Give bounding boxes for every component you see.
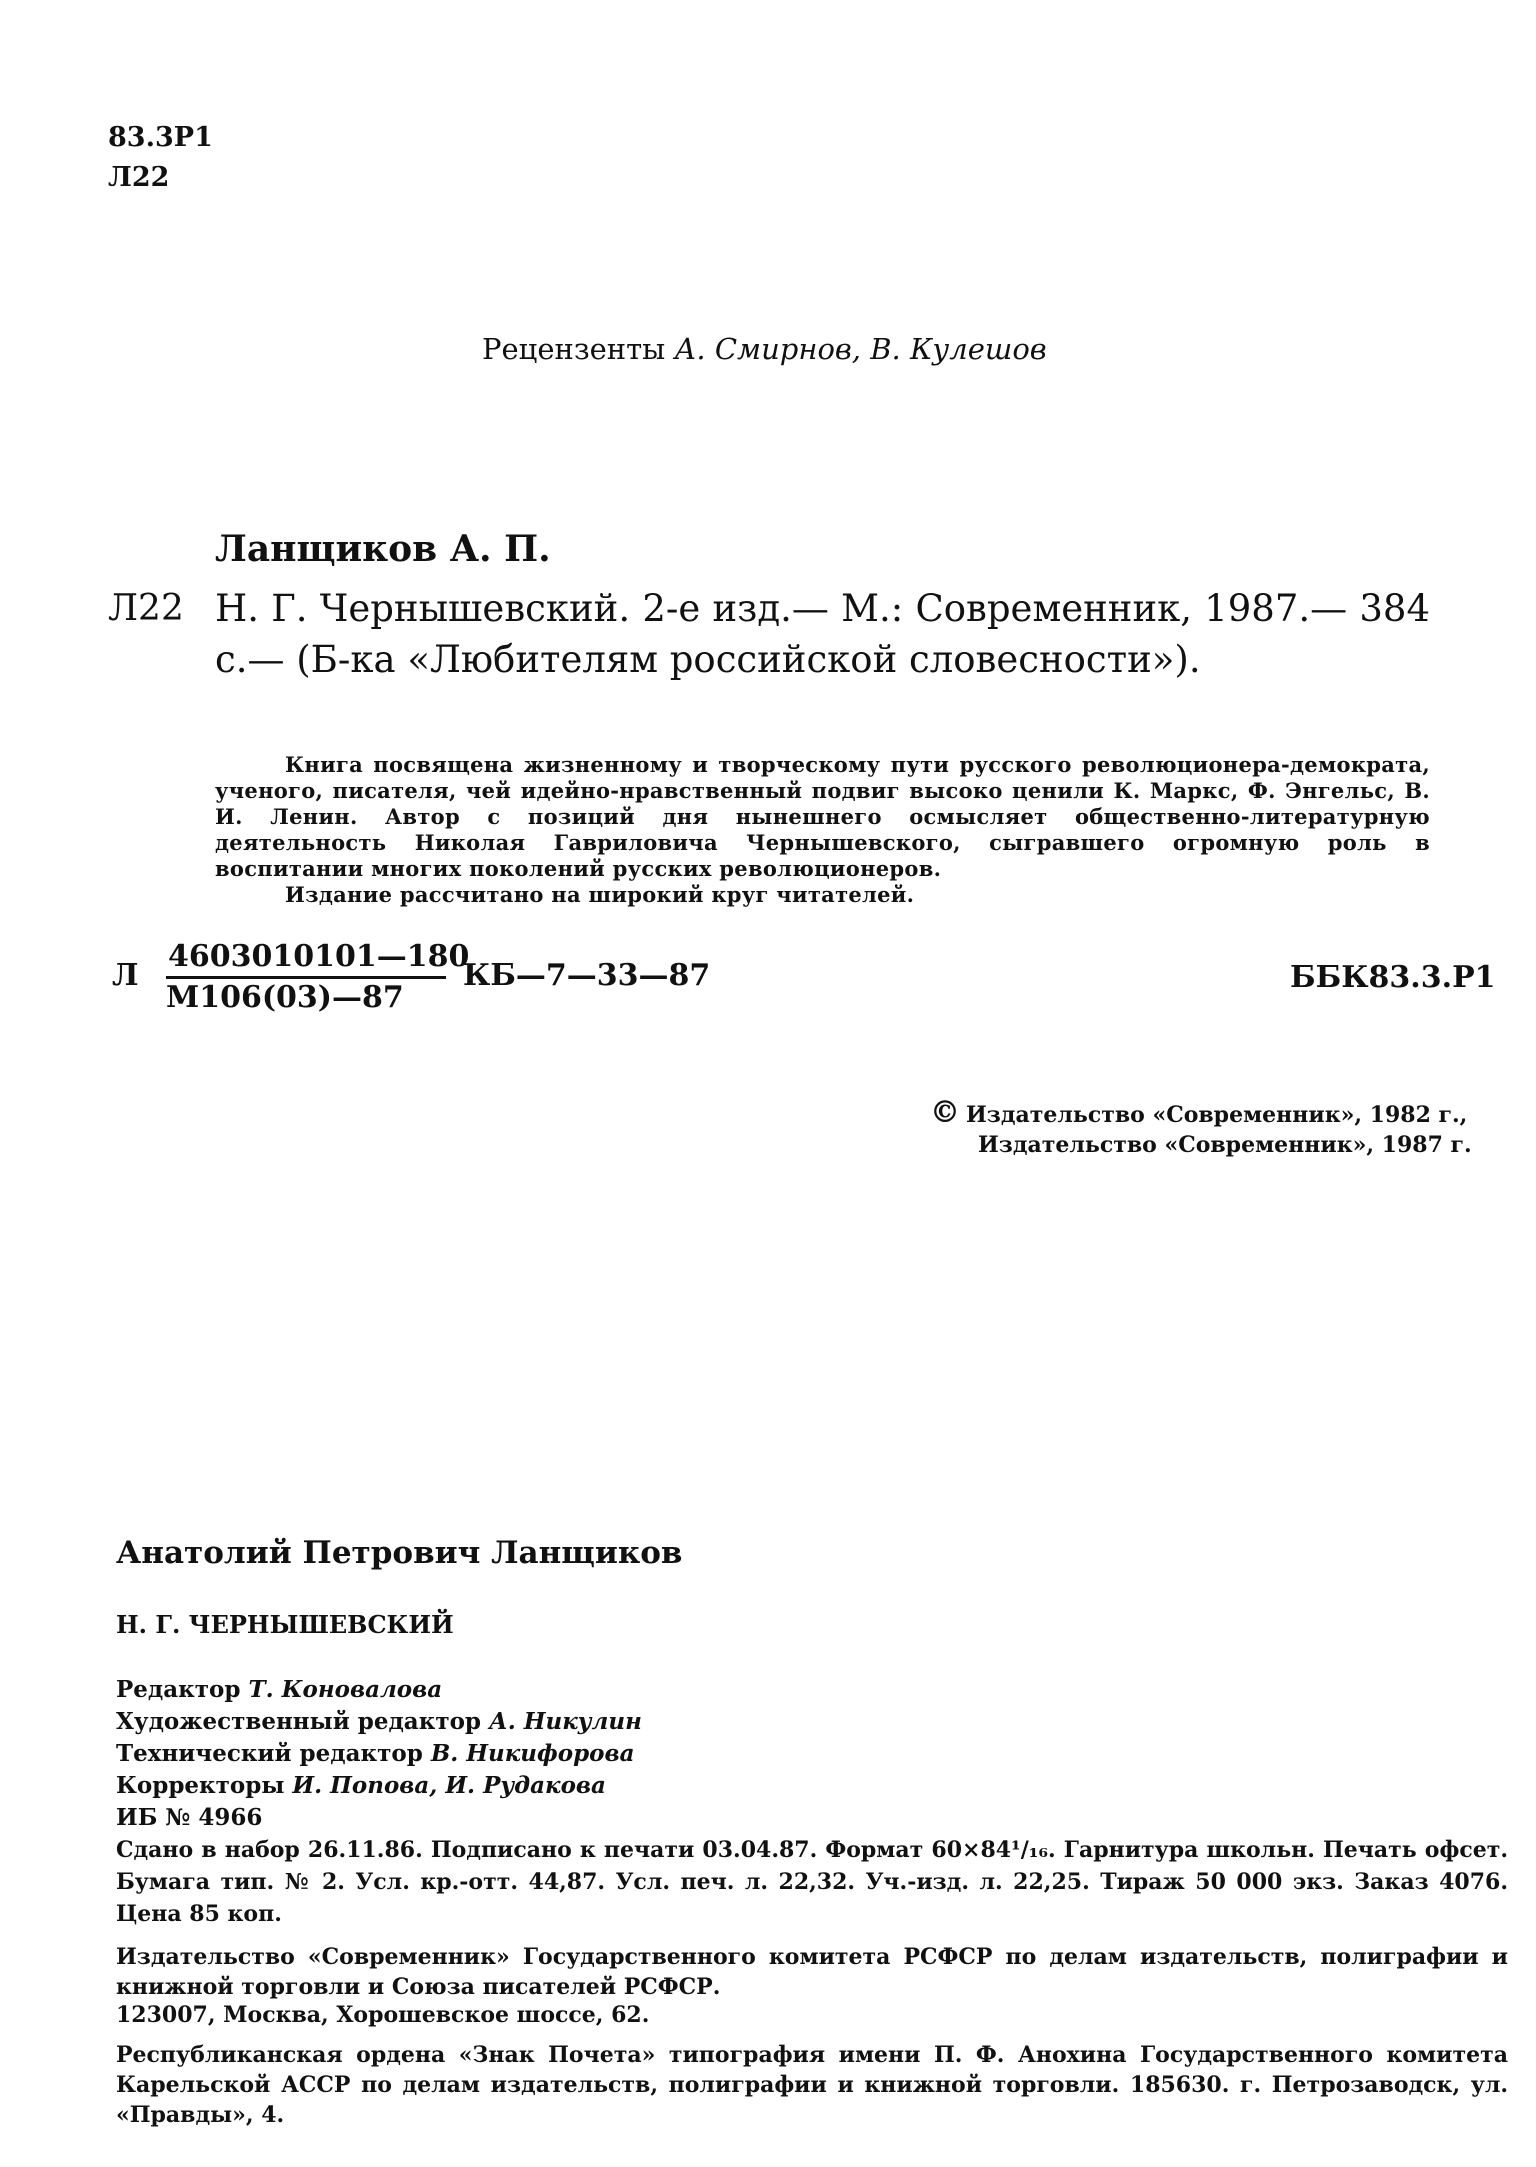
code-numerator: 4603010101—180	[168, 939, 470, 974]
udk-index	[108, 118, 213, 198]
code-letter: Л	[112, 958, 139, 993]
reviewers-label: Рецензенты	[482, 332, 666, 366]
author-mark: Л22	[108, 162, 170, 193]
reviewers-names: А. Смирнов, В. Кулешов	[674, 332, 1047, 366]
staff-list	[116, 1674, 642, 1802]
copyright-line-2: Издательство «Современник», 1987 г.	[978, 1132, 1472, 1158]
code-kb: КБ—7—33—87	[463, 958, 711, 993]
staff-art-editor	[116, 1706, 642, 1738]
bib-title: Н. Г. Чернышевский. 2-е изд.— М.: Современник, 1987.— 384 с.— (Б-ка «Любителям российской словесности»).	[215, 587, 1430, 681]
staff-proofreaders	[116, 1770, 642, 1802]
bib-index: Л22	[108, 588, 184, 629]
ib-number: ИБ № 4966	[116, 1804, 263, 1831]
staff-name: В. Никифорова	[430, 1740, 635, 1767]
annotation	[215, 752, 1430, 908]
udk-code: 83.3Р1	[108, 122, 213, 153]
copyright-icon: ©	[930, 1095, 960, 1130]
colophon-title: Н. Г. ЧЕРНЫШЕВСКИЙ	[116, 1610, 454, 1639]
staff-name: А. Никулин	[489, 1708, 642, 1735]
staff-editor	[116, 1674, 642, 1706]
staff-role: Редактор	[116, 1676, 241, 1703]
publisher-info: Издательство «Современник» Государственного комитета РСФСР по делам издательств, полиграфии и книжной торговли и Союза писателей РСФСР.	[116, 1944, 1508, 2000]
code-denominator: М106(03)—87	[166, 976, 446, 1017]
reviewers-line	[482, 332, 1047, 366]
staff-role: Художественный редактор	[116, 1708, 481, 1735]
code-fraction	[166, 938, 469, 1017]
print-specs: Сдано в набор 26.11.86. Подписано к печати 03.04.87. Формат 60×84¹/₁₆. Гарнитура школьн. Печать офсет. Бумага тип. № 2. Усл. кр.-отт. 44,87. Усл. печ. л. 22,32. Уч.-изд. л. 22,25. Тираж 50 000 экз. Заказ 4076. Цена 85 коп.	[116, 1837, 1508, 1927]
copyright-line-1: Издательство «Современник», 1982 г.,	[966, 1102, 1468, 1128]
printer-info: Республиканская ордена «Знак Почета» типография имени П. Ф. Анохина Государственного комитета Карельской АССР по делам издательств, полиграфии и книжной торговли. 185630. г. Петрозаводск, ул. «Правды», 4.	[116, 2042, 1508, 2128]
bbk-code: ББК83.3.Р1	[1290, 960, 1496, 995]
staff-name: И. Попова, И. Рудакова	[292, 1772, 606, 1799]
bib-author: Ланщиков А. П.	[215, 528, 551, 570]
staff-role: Технический редактор	[116, 1740, 423, 1767]
publisher-address: 123007, Москва, Хорошевское шоссе, 62.	[116, 2002, 650, 2028]
annotation-paragraph-audience: Издание рассчитано на широкий круг читателей.	[285, 882, 915, 907]
staff-role: Корректоры	[116, 1772, 285, 1799]
annotation-paragraph: Книга посвящена жизненному и творческому пути русского революционера-демократа, ученого, писателя, чей идейно-нравственный подвиг высоко ценили К. Маркс, Ф. Энгельс, В. И. Ленин. Автор с позиций дня нынешнего осмысляет общественно-литературную деятельность Николая Гавриловича Чернышевского, сыгравшего огромную роль в воспитании многих поколений русских революционеров.	[215, 752, 1430, 881]
staff-tech-editor	[116, 1738, 642, 1770]
colophon-author: Анатолий Петрович Ланщиков	[116, 1535, 683, 1571]
staff-name: Т. Коновалова	[248, 1676, 443, 1703]
copyright-block	[930, 1095, 1472, 1160]
